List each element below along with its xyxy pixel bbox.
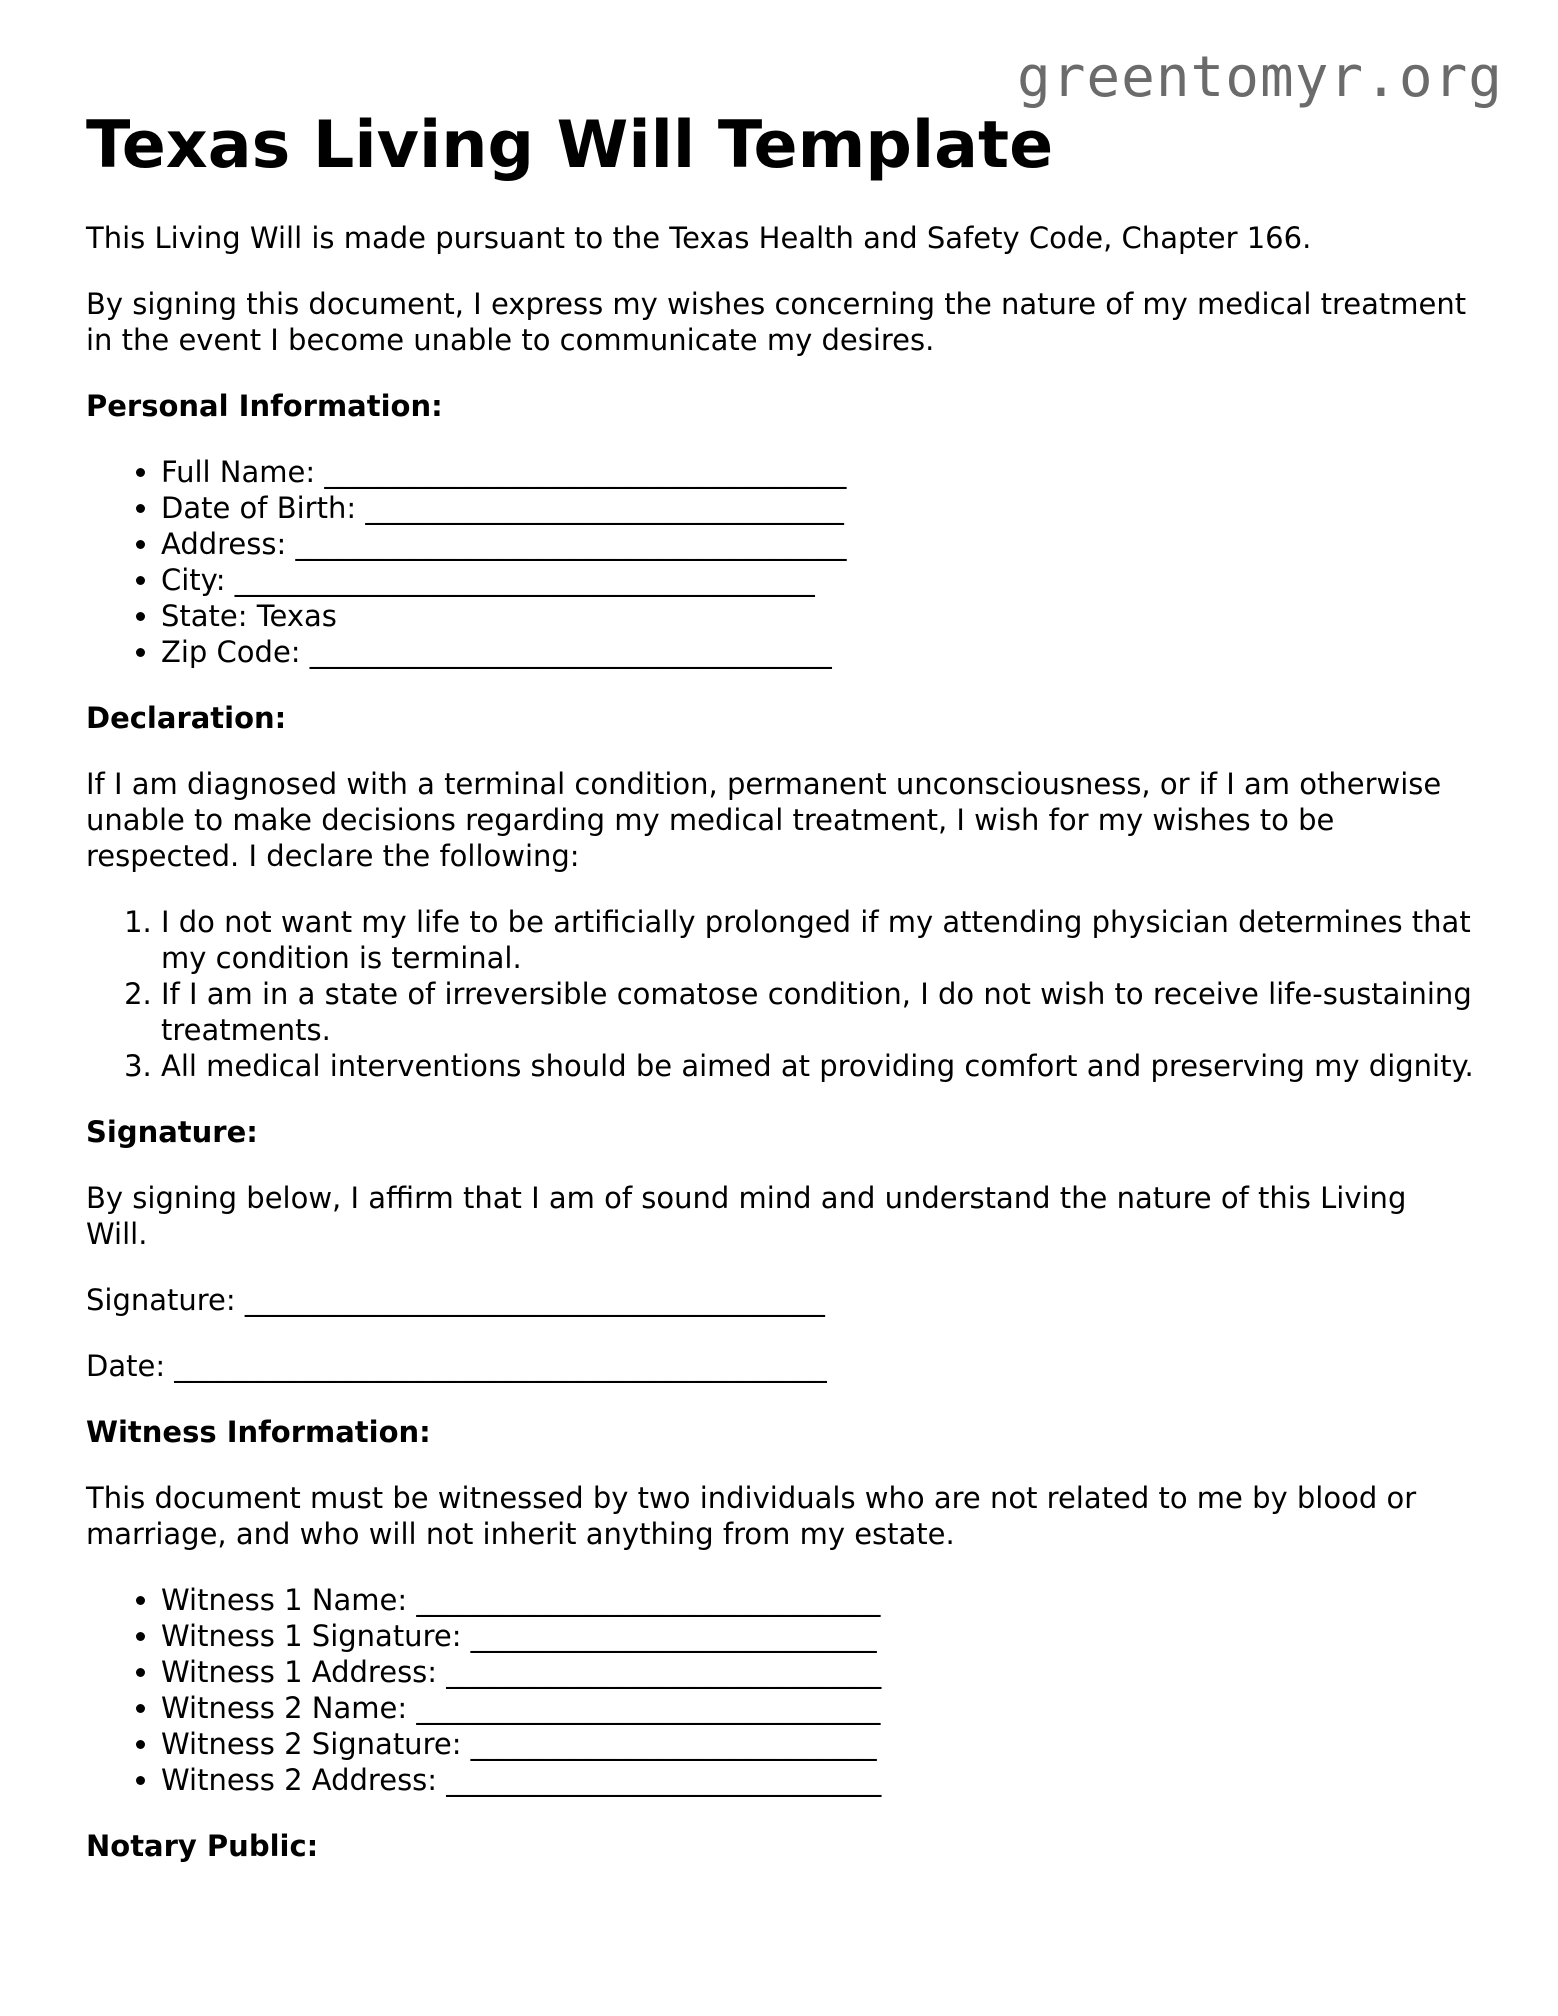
- signature-paragraph: By signing below, I affirm that I am of sound mind and understand the nature of this Living Will.: [86, 1181, 1407, 1252]
- intro-paragraph-1: This Living Will is made pursuant to the Texas Health and Safety Code, Chapter 166.: [86, 221, 1312, 256]
- witness-1-signature-field: • Witness 1 Signature: ____________________________: [161, 1618, 1486, 1654]
- witness-2-name-field: • Witness 2 Name: ________________________________: [161, 1690, 1486, 1726]
- state-field: • State: Texas: [161, 598, 1486, 634]
- witness-1-address-field: • Witness 1 Address: ______________________________: [161, 1654, 1486, 1690]
- personal-information-heading: Personal Information:: [86, 389, 443, 424]
- signature-field: Signature: ________________________________________: [86, 1283, 825, 1318]
- witness-list: [86, 1582, 1486, 1798]
- witness-2-signature-field: • Witness 2 Signature: ____________________________: [161, 1726, 1486, 1762]
- declaration-item: 2. If I am in a state of irreversible comatose condition, I do not wish to receive life-sustaining treatments.: [161, 976, 1486, 1048]
- signature-heading: Signature:: [86, 1115, 258, 1150]
- declaration-item: 1. I do not want my life to be artificially prolonged if my attending physician determines that my condition is terminal.: [161, 904, 1486, 976]
- full-name-field: • Full Name: ____________________________________: [161, 454, 1486, 490]
- intro-paragraph-2: By signing this document, I express my wishes concerning the nature of my medical treatment in the event I become unable to communicate my desires.: [86, 287, 1467, 358]
- notary-public-heading: Notary Public:: [86, 1829, 319, 1864]
- date-field: Date: _____________________________________________: [86, 1349, 827, 1384]
- date-of-birth-field: • Date of Birth: _________________________________: [161, 490, 1486, 526]
- site-watermark: greentomyr.org: [1016, 45, 1503, 110]
- witness-information-heading: Witness Information:: [86, 1415, 431, 1450]
- declaration-item: 3. All medical interventions should be aimed at providing comfort and preserving my dignity.: [161, 1048, 1486, 1084]
- witness-2-address-field: • Witness 2 Address: ______________________________: [161, 1762, 1486, 1798]
- declaration-list: [86, 904, 1486, 1084]
- declaration-heading: Declaration:: [86, 701, 287, 736]
- city-field: • City: ________________________________________: [161, 562, 1486, 598]
- declaration-paragraph: If I am diagnosed with a terminal condition, permanent unconsciousness, or if I am otherwise unable to make decisions regarding my medical treatment, I wish for my wishes to be respected. I declare the following:: [86, 767, 1442, 874]
- address-field: • Address: ______________________________________: [161, 526, 1486, 562]
- zip-code-field: • Zip Code: ____________________________________: [161, 634, 1486, 670]
- document-body: [86, 108, 1486, 1894]
- personal-information-list: [86, 454, 1486, 670]
- witness-1-name-field: • Witness 1 Name: ________________________________: [161, 1582, 1486, 1618]
- document-title: Texas Living Will Template: [86, 108, 1054, 183]
- witness-paragraph: This document must be witnessed by two individuals who are not related to me by blood or marriage, and who will not inherit anything from my estate.: [86, 1481, 1417, 1552]
